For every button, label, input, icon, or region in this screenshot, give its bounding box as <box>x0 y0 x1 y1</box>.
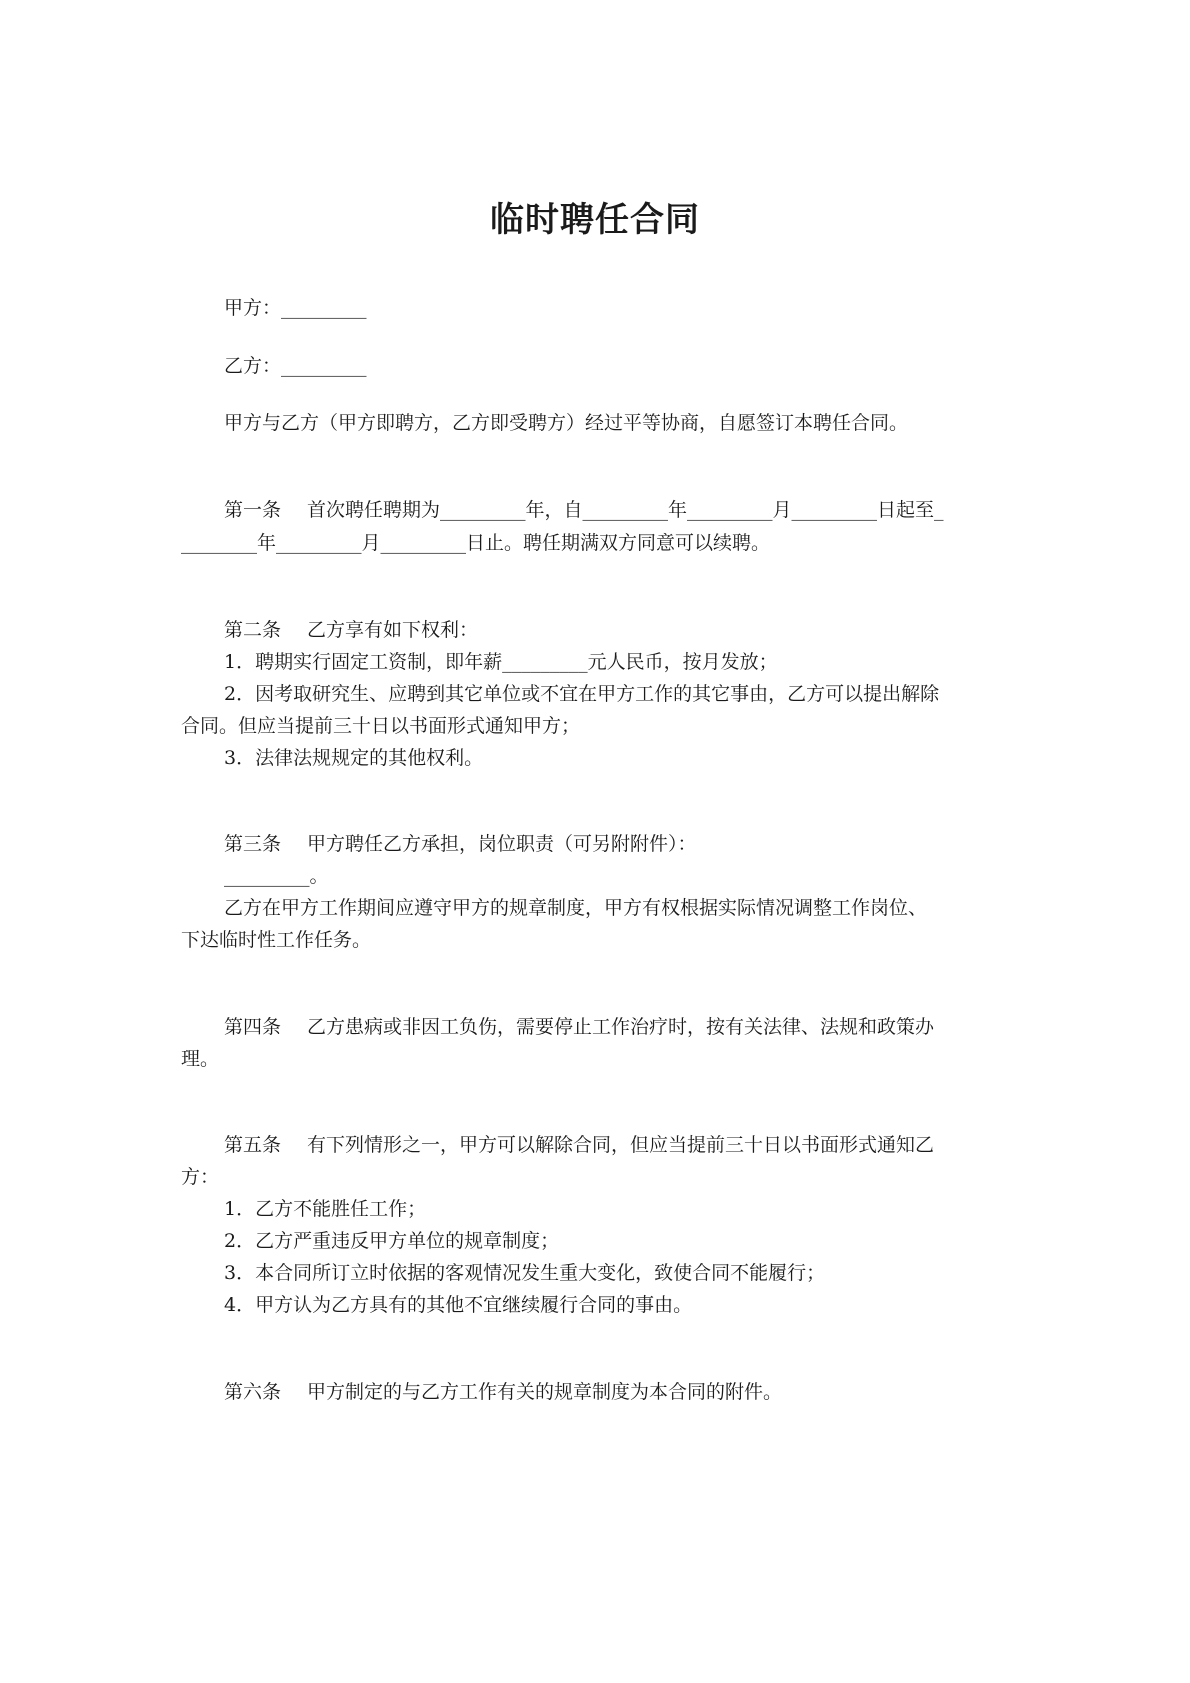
party-b-line: 乙方：_________ <box>224 355 367 377</box>
article4-text1: 乙方患病或非因工负伤，需要停止工作治疗时，按有关法律、法规和政策办 <box>307 1016 935 1038</box>
article2-item1: 1．聘期实行固定工资制，即年薪_________元人民币，按月发放； <box>224 651 778 673</box>
article5-line1 <box>224 1133 934 1157</box>
article3-lead: 甲方聘任乙方承担，岗位职责（可另附附件）： <box>307 833 697 855</box>
party-a-line: 甲方：_________ <box>224 297 367 319</box>
article2-item2-line1: 2．因考取研究生、应聘到其它单位或不宜在甲方工作的其它事由，乙方可以提出解除 <box>224 683 940 705</box>
article2-lead: 乙方享有如下权利： <box>307 619 479 641</box>
article5-line2: 方： <box>181 1166 220 1188</box>
article2-item2-line2: 合同。但应当提前三十日以书面形式通知甲方； <box>181 715 581 737</box>
intro-paragraph: 甲方与乙方（甲方即聘方，乙方即受聘方）经过平等协商，自愿签订本聘任合同。 <box>224 412 909 434</box>
article5-item4: 4．甲方认为乙方具有的其他不宜继续履行合同的事由。 <box>224 1294 693 1316</box>
article3-para-line1: 乙方在甲方工作期间应遵守甲方的规章制度，甲方有权根据实际情况调整工作岗位、 <box>224 897 928 919</box>
article3-blank: _________。 <box>224 865 329 887</box>
article1-line1 <box>224 498 944 522</box>
document-title: 临时聘任合同 <box>490 200 700 240</box>
article2-heading: 第二条 <box>224 619 282 641</box>
article5-text1: 有下列情形之一，甲方可以解除合同，但应当提前三十日以书面形式通知乙 <box>307 1134 935 1156</box>
article1-heading: 第一条 <box>224 499 282 521</box>
article3-para-line2: 下达临时性工作任务。 <box>181 929 372 951</box>
article1-line2: ________年_________月_________日止。聘任期满双方同意可以续聘。 <box>181 532 771 554</box>
article5-heading: 第五条 <box>224 1134 282 1156</box>
article4-line2: 理。 <box>181 1048 220 1070</box>
article6-line1 <box>224 1380 782 1404</box>
article5-item1: 1．乙方不能胜任工作； <box>224 1198 427 1220</box>
article4-line1 <box>224 1015 934 1039</box>
article6-text1: 甲方制定的与乙方工作有关的规章制度为本合同的附件。 <box>307 1381 783 1403</box>
article2-item3: 3．法律法规规定的其他权利。 <box>224 747 484 769</box>
article5-item2: 2．乙方严重违反甲方单位的规章制度； <box>224 1230 560 1252</box>
article1-text1: 首次聘任聘期为_________年，自_________年_________月_________日起至_ <box>307 499 944 521</box>
article2-line1 <box>224 618 478 642</box>
article5-item3: 3．本合同所订立时依据的客观情况发生重大变化，致使合同不能履行； <box>224 1262 826 1284</box>
article6-heading: 第六条 <box>224 1381 282 1403</box>
article4-heading: 第四条 <box>224 1016 282 1038</box>
article3-line1 <box>224 832 697 856</box>
article3-heading: 第三条 <box>224 833 282 855</box>
